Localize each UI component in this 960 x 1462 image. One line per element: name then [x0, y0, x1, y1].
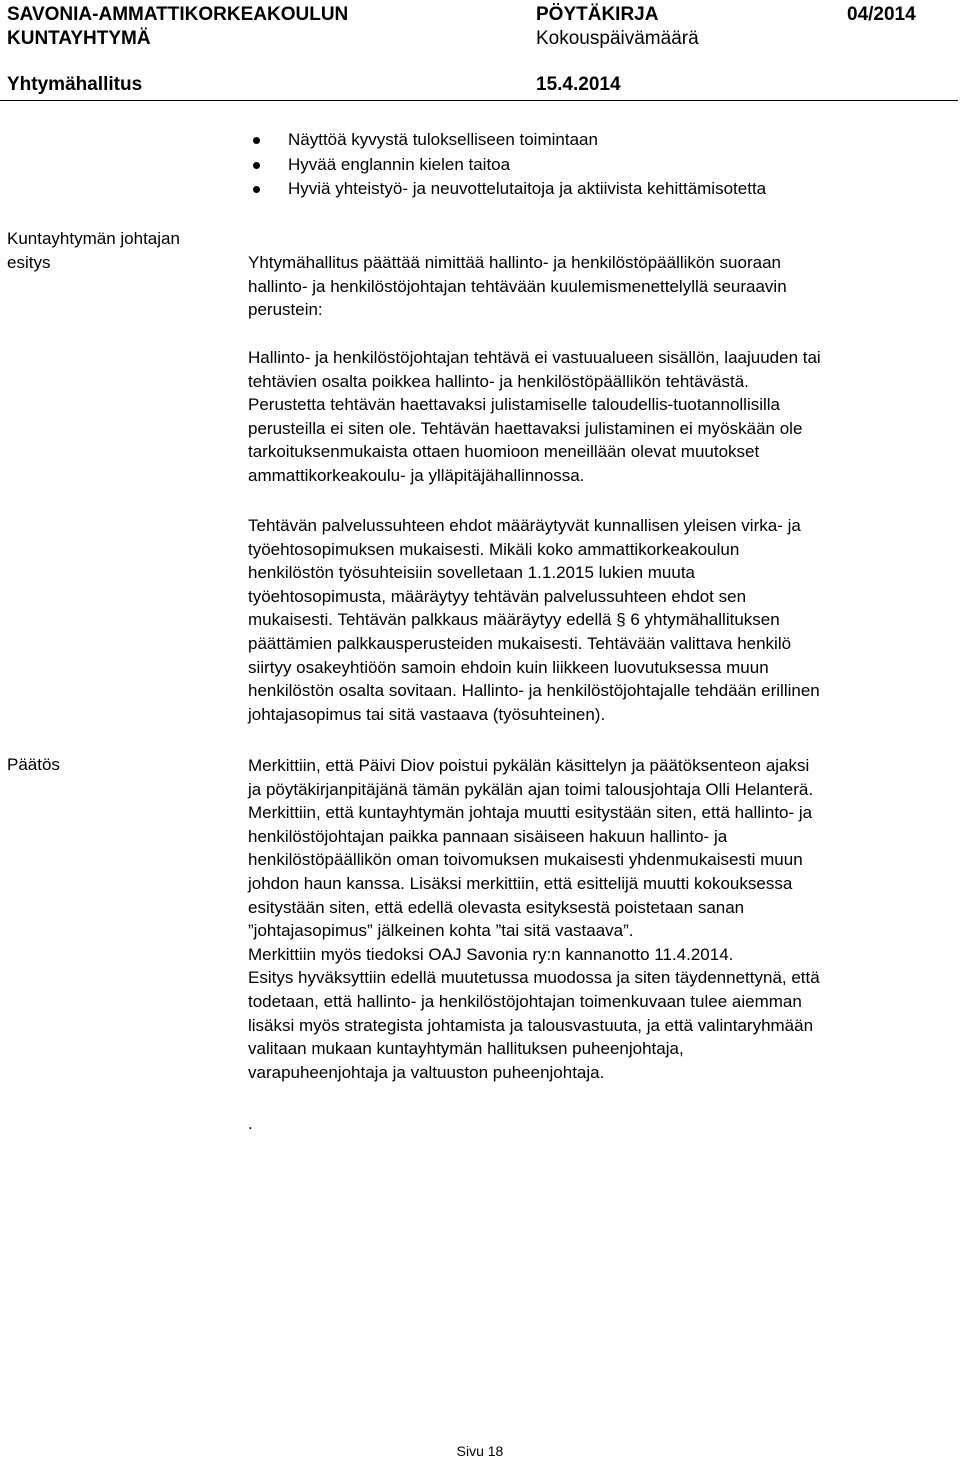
decision-text: Merkittiin, että Päivi Diov poistui pykälän käsittelyn ja päätöksenteon ajaksi ja pöytäkirjanpitäjänä tämän pykälän ajan toimi talousjohtaja Olli Helanterä. Merkittiin, että kuntayhtymän johtaja muutti esitystään siten, että hallinto- ja henkilöstöjohtajan paikka pannaan sisäiseen hakuun hallinto- ja henkilöstöpäällikön oman toivomuksen mukaisesti yhdenmukaisesti muun johdon haun kanssa. Lisäksi merkittiin, että esittelijä muutti kokouksessa esitystään siten, että edellä olevasta esityksestä poistetaan sanan ”johtajasopimus” jälkeinen kohta ”tai sitä vastaava”. Merkittiin myös tiedoksi OAJ Savonia ry:n kannanotto 11.4.2014. Esitys hyväksyttiin edellä muutetussa muodossa ja siten täydennettynä, että todetaan, että hallinto- ja henkilöstöjohtajan toimenkuvaan tulee aiemman lisäksi myös strategista johtamista ja talousvastuuta, ja että valintaryhmään valitaan mukaan kuntayhtymän hallituksen puheenjohtaja, varapuheenjohtaja ja valtuuston puheenjohtaja. — [248, 756, 820, 1082]
bullet-icon — [253, 137, 260, 144]
organization-unit: KUNTAYHTYMÄ — [7, 28, 151, 49]
document-number: 04/2014 — [847, 4, 916, 25]
meeting-date-label: Kokouspäivämäärä — [536, 28, 699, 49]
proposal-intro: Yhtymähallitus päättää nimittää hallinto- ja henkilöstöpäällikön suoraan hallinto- ja henkilöstöjohtajan tehtävään kuulemismenettelyllä seuraavin perustein: — [248, 253, 787, 320]
page-number: Sivu 18 — [456, 1443, 504, 1459]
bullet-icon — [253, 186, 260, 193]
qualification-list — [248, 128, 766, 202]
list-item: Näyttöä kyvystä tulokselliseen toimintaan — [248, 128, 766, 153]
trailing-period: . — [248, 1114, 253, 1133]
list-item: Hyviä yhteistyö- ja neuvottelutaitoja ja aktiivista kehittämisotetta — [248, 177, 766, 202]
bullet-icon — [253, 162, 260, 169]
document-type: PÖYTÄKIRJA — [536, 4, 659, 25]
meeting-date: 15.4.2014 — [536, 74, 621, 95]
proposal-paragraph-2: Tehtävän palvelussuhteen ehdot määräytyvät kunnallisen yleisen virka- ja työehtosopimuksen mukaisesti. Mikäli koko ammattikorkeakoulun henkilöstön työsuhteisiin sovelletaan 1.1.2015 lukien muuta työehtosopimusta, määräytyy tehtävän palvelussuhteen ehdot sen mukaisesti. Tehtävän palkkaus määräytyy edellä § 6 yhtymähallituksen päättämien palkkausperusteiden mukaisesti. Tehtävään valittava henkilö siirtyy osakeyhtiöön samoin ehdoin kuin liikkeen luovutuksessa muun henkilöstön osalta sovitaan. Hallinto- ja henkilöstöjohtajalle tehdään erillinen johtajasopimus tai sitä vastaava (työsuhteinen). — [248, 516, 820, 724]
proposal-paragraph-1: Hallinto- ja henkilöstöjohtajan tehtävä ei vastuualueen sisällön, laajuuden tai tehtävien osalta poikkea hallinto- ja henkilöstöpäällikön tehtävästä. Perustetta tehtävän haettavaksi julistamiselle taloudellis-tuotannollisilla perusteilla ei siten ole. Tehtävän haettavaksi julistaminen ei myöskään ole tarkoituksenmukaista ottaen huomioon meneillään olevat muutokset ammattikorkeakoulu- ja ylläpitäjähallinnossa. — [248, 348, 821, 485]
governing-body-name: Yhtymähallitus — [7, 74, 143, 95]
organization-name: SAVONIA-AMMATTIKORKEAKOULUN — [7, 4, 349, 25]
list-item: Hyvää englannin kielen taitoa — [248, 153, 766, 178]
header-divider — [0, 100, 958, 101]
proposal-label: Kuntayhtymän johtajan esitys — [7, 229, 180, 272]
decision-label: Päätös — [7, 755, 60, 774]
